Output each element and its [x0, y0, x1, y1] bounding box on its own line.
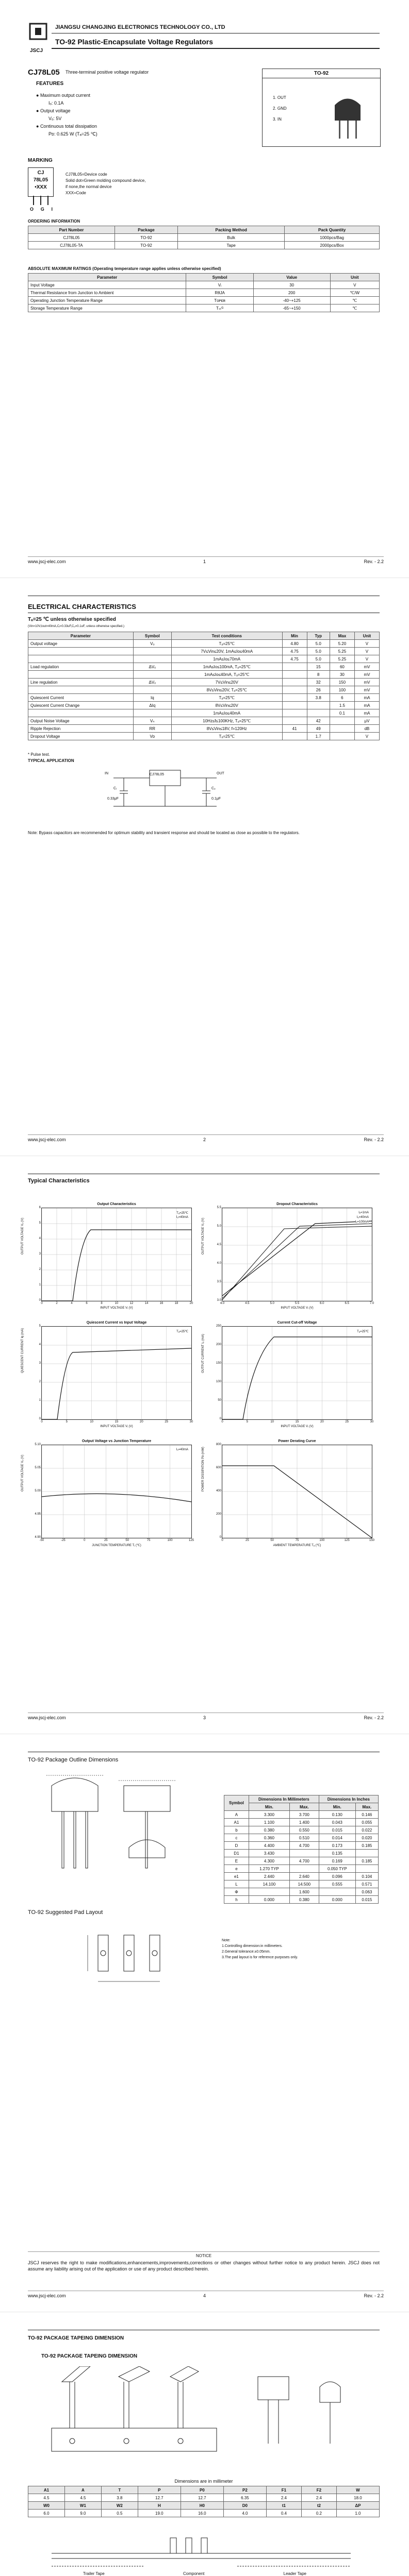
table-row: L 14.100 14.500 0.555 0.571	[224, 1880, 379, 1888]
x-tick-label: 18	[174, 1302, 178, 1305]
x-tick-label: 25	[104, 1539, 108, 1542]
x-tick-label: 10	[270, 1420, 274, 1423]
y-axis-label: QUIESCENT CURRENT Iq (mA)	[21, 1328, 24, 1373]
y-tick-label: 6	[39, 1206, 41, 1209]
y-tick-label: 800	[216, 1443, 221, 1446]
y-tick-label: 3	[39, 1362, 41, 1365]
x-tick-label: 75	[295, 1539, 299, 1542]
part-number: CJ78L05	[28, 68, 60, 77]
features-title: FEATURES	[36, 81, 64, 87]
table-row: CJ78L05 TO-92 Bulk 1000pcs/Bag	[28, 234, 380, 242]
to92-package-image	[324, 84, 371, 141]
table-row: Thermal Resistance from Junction to Ambient RθJA 200 ℃/W	[28, 289, 380, 297]
chart-title: Power Derating Curve	[278, 1439, 316, 1443]
y-tick-label: 0	[219, 1536, 221, 1539]
x-tick-label: 20	[139, 1420, 143, 1423]
x-tick-label: 0	[221, 1420, 223, 1423]
x-tick-label: 25	[345, 1420, 349, 1423]
table-row: Line regulation ΔVₒ 7V≤Vin≤20V 32 150 mV	[28, 679, 380, 686]
y-tick-label: 4	[39, 1237, 41, 1240]
footer-page-number: 4	[203, 2293, 206, 2298]
y-tick-label: 600	[216, 1466, 221, 1469]
x-tick-label: -25	[61, 1539, 66, 1542]
circuit-out-label: OUT	[217, 772, 224, 775]
dimension-table: Symbol Dimensions In Millimeters Dimensions In Inches Min. Max. Min. Max. A 3.300 3.700 0.130 0.146 A1 1.100 1.400 0.043 0.055 b 0.380 0.550 0.015 0.022 c 0.360 0.510 0.014 0.020 D 4.400 4.700 0.173 0.185 D1 3.430 0.135 E 4.300 4.700 0.169 0.185 e 1.270 TYP 0.050 TYP e1 2.440 2.640 0.096 0.104 L 14.100 14.500 0.555 0.571 Φ 1.600 0.063 h 0.000 0.380 0.000 0.015	[224, 1795, 379, 1904]
chart-title: Output Characteristics	[97, 1202, 136, 1206]
table-row: 7V≤Vin≤20V, 1mA≤Io≤40mA 4.75 5.0 5.25 V	[28, 648, 380, 655]
y-tick-label: 150	[216, 1362, 221, 1365]
features-list	[36, 92, 97, 138]
footer-website[interactable]: www.jscj-elec.com	[28, 1137, 66, 1142]
tape-label-leader: Leader Tape	[283, 2571, 306, 2576]
table-row: 1mA≤Io≤40mA 0.1 mA	[28, 709, 380, 717]
x-tick-label: 16	[159, 1302, 163, 1305]
x-tick-label: 5.0	[270, 1302, 274, 1305]
y-tick-label: 2	[39, 1380, 41, 1383]
feature-item: ● Continuous total dissipation	[36, 124, 97, 129]
table-row: c 0.360 0.510 0.014 0.020	[224, 1834, 379, 1842]
marking-chip: CJ 78L05 •XXX	[28, 167, 54, 197]
y-tick-label: 4.90	[35, 1536, 41, 1539]
chart-series-line	[42, 1494, 191, 1502]
marking-pin-labels: O G I	[30, 207, 53, 212]
footer-page-number: 2	[203, 1137, 206, 1142]
y-axis-label: OUTPUT VOLTAGE Vₒ (V)	[21, 1217, 24, 1255]
chart-plot	[222, 1208, 372, 1301]
footer-website[interactable]: www.jscj-elec.com	[28, 1715, 66, 1720]
table-row: Operating Junction Temperature Range Tᴏᴘᴇʀ -40~+125 ℃	[28, 297, 380, 304]
abs-max-title: ABSOLUTE MAXIMUM RATINGS (Operating temperature range applies unless otherwise specified)	[28, 266, 221, 271]
x-tick-label: -50	[39, 1539, 44, 1542]
table-row: 1mA≤Io≤70mA 4.75 5.0 5.25 V	[28, 655, 380, 663]
y-tick-label: 5	[39, 1222, 41, 1225]
ordering-table: Part Number Package Packing Method Pack Quantity CJ78L05 TO-92 Bulk 1000pcs/Bag CJ78L05-TA TO-92 Tape 2000pcs/Box	[28, 226, 380, 249]
feature-value: Iₒ: 0.1A	[48, 100, 64, 106]
x-axis-label: JUNCTION TEMPERATURE Tⱼ (℃)	[92, 1544, 141, 1547]
x-tick-label: 150	[369, 1539, 374, 1542]
chart-5	[21, 1439, 194, 1547]
x-tick-label: 75	[146, 1539, 151, 1542]
pad-layout-title: TO-92 Suggested Pad Layout	[28, 1909, 103, 1916]
package-box-title: TO-92	[263, 69, 380, 78]
taping-drawing	[41, 2366, 371, 2472]
x-tick-label: 6.0	[320, 1302, 324, 1305]
logo-text: JSCJ	[30, 48, 43, 54]
page-3	[0, 1156, 409, 1734]
x-tick-label: 4.5	[245, 1302, 250, 1305]
test-conditions-note: (Vin=10V,Iout=40mA,Cᵢ=0.33uF,Cₒ=0.1uF, unless otherwise specified.)	[28, 625, 124, 628]
footer-page-number: 3	[203, 1715, 206, 1720]
abs-max-table: Parameter Symbol Value Unit Input Voltage Vᵢ 30 V Thermal Resistance from Junction to Ambient RθJA 200 ℃/W Operating Junction Temperature Range Tᴏᴘᴇʀ -40~+125 ℃ Storage Temperature Range Tₛₜᴳ -65~+150 ℃	[28, 273, 380, 312]
x-tick-label: 10	[114, 1302, 119, 1305]
taping-subtitle: TO-92 PACKAGE TAPEING DIMENSION	[41, 2353, 138, 2359]
legend-entry: Iₒ=40mA	[176, 1216, 188, 1219]
y-tick-label: 50	[218, 1399, 221, 1402]
y-tick-label: 250	[216, 1325, 221, 1328]
x-tick-label: 5.5	[295, 1302, 300, 1305]
footer-website[interactable]: www.jscj-elec.com	[28, 2293, 66, 2298]
feature-value: Vₒ: 5V	[48, 116, 62, 121]
tape-label-component: Component	[183, 2571, 205, 2576]
table-row: Output Noise Voltage Vₙ 10Hz≤f≤100KHz, Tₐ=25℃ 42 μV	[28, 717, 380, 725]
chart-plot	[222, 1445, 372, 1538]
package-box	[262, 69, 381, 147]
electrical-table: Parameter Symbol Test conditions Min Typ Max Unit Output voltage Vₒ Tₐ=25℃ 4.80 5.0 5.20 V 7V≤Vin≤20V, 1mA≤Io≤40mA 4.75 5.0 5.25 V 1mA≤Io≤70mA 4.75 5.0 5.25 V Load regulation ΔVₒ 1mA≤Io≤100mA, Tₐ=25℃ 15 60 mV 1mA≤Io≤40mA, Tₐ=25℃ 8 30 mV Line regulation ΔVₒ 7V≤Vin≤20V 32 150 mV 8V≤Vin≤20V, Tₐ=25℃ 26 100 mV Quiescent Current Iq Tₐ=25℃ 3.8 6 mA Quiescent Current Change ΔIq 8V≤Vin≤20V 1.5 mA 1mA≤Io≤40mA 0.1 mA Output Noise Voltage Vₙ 10Hz≤f≤100KHz, Tₐ=25℃ 42 μV Ripple Rejection RR 8V≤Vin≤18V, f=120Hz 41 49 dB Dropout Voltage Vᴅ Tₐ=25℃ 1.7 V	[28, 632, 380, 740]
x-tick-label: 8	[101, 1302, 103, 1305]
x-tick-label: 5	[66, 1420, 68, 1423]
circuit-cout-value: 0.1μF	[211, 797, 221, 801]
table-row: A1 1.100 1.400 0.043 0.055	[224, 1819, 379, 1826]
doc-title: TO-92 Plastic-Encapsulate Voltage Regulators	[55, 38, 214, 46]
outline-title: TO-92 Package Outline Dimensions	[28, 1757, 119, 1763]
package-outline-drawing	[36, 1770, 191, 1878]
y-tick-label: 4.95	[35, 1513, 41, 1516]
page-2	[0, 578, 409, 1156]
table-row: D 4.400 4.700 0.173 0.185	[224, 1842, 379, 1850]
y-tick-label: 0	[39, 1299, 41, 1302]
footer-rev: Rev. - 2.2	[364, 559, 384, 564]
x-tick-label: 2	[56, 1302, 58, 1305]
y-tick-label: 200	[216, 1343, 221, 1346]
table-row: Load regulation ΔVₒ 1mA≤Io≤100mA, Tₐ=25℃ 15 60 mV	[28, 663, 380, 671]
legend-entry: Iₒ=100mA	[355, 1221, 369, 1224]
y-axis-label: OUTPUT VOLTAGE Vₒ (V)	[202, 1217, 205, 1255]
table-row: e 1.270 TYP 0.050 TYP	[224, 1865, 379, 1873]
x-tick-label: 30	[189, 1420, 193, 1423]
x-tick-label: 5	[246, 1420, 248, 1423]
x-tick-label: 0	[41, 1420, 43, 1423]
page-1	[0, 0, 409, 578]
x-tick-label: 20	[320, 1420, 324, 1423]
y-tick-label: 1	[39, 1283, 41, 1286]
chart-4	[202, 1321, 374, 1428]
chart-title: Quiescent Current vs Input Voltage	[86, 1321, 147, 1325]
table-row: D1 3.430 0.135	[224, 1850, 379, 1857]
footer-page-number: 1	[203, 559, 206, 564]
page-4	[0, 1734, 409, 2312]
x-tick-label: 10	[90, 1420, 93, 1423]
chart-title: Output Voltage vs Junction Temperature	[81, 1439, 152, 1443]
y-tick-label: 2	[39, 1268, 41, 1271]
x-tick-label: 100	[319, 1539, 325, 1542]
marking-title: MARKING	[28, 158, 53, 163]
feature-item: ● Output voltage	[36, 108, 71, 113]
chart-plot	[42, 1208, 191, 1301]
x-tick-label: 6.5	[345, 1302, 349, 1305]
x-axis-label: AMBIENT TEMPERATURE Tₐ (℃)	[273, 1544, 321, 1547]
electrical-title: ELECTRICAL CHARACTERISTICS	[28, 603, 136, 611]
footer-rev: Rev. - 2.2	[364, 2293, 384, 2298]
company-name: JIANGSU CHANGJING ELECTRONICS TECHNOLOGY CO., LTD	[55, 24, 225, 30]
x-tick-label: 15	[295, 1420, 299, 1423]
x-tick-label: 0	[41, 1302, 43, 1305]
circuit-cout-name: Cₒ	[211, 787, 216, 790]
table-row: Quiescent Current Iq Tₐ=25℃ 3.8 6 mA	[28, 694, 380, 702]
legend-entry: Tₐ=25℃	[176, 1330, 188, 1333]
divider	[28, 2251, 380, 2252]
x-axis-label: INPUT VOLTAGE Vᵢ (V)	[281, 1425, 314, 1428]
notice-title: NOTICE	[195, 2253, 212, 2258]
circuit-ic-label: CJ78L05	[150, 773, 165, 776]
y-axis-label: OUTPUT CURRENT Iₒ (mA)	[202, 1334, 205, 1373]
feature-item: ● Maximum output current	[36, 93, 90, 98]
pulse-test-note: * Pulse test.	[28, 752, 50, 757]
chart-title: Current Cut-off Voltage	[277, 1321, 317, 1325]
jscj-logo	[28, 23, 48, 47]
pad-notes: Note: 1.Controlling dimension:in millimeters. 2.General tolerance:±0.05mm. 3.The pad layout is for reference purposes only.	[222, 1939, 298, 1959]
test-conditions: Tₐ=25 ℃ unless otherwise specified	[28, 617, 116, 622]
x-axis-label: INPUT VOLTAGE Vᵢ (V)	[281, 1307, 314, 1310]
y-tick-label: 1	[39, 1399, 41, 1402]
x-tick-label: 14	[144, 1302, 149, 1305]
divider	[52, 48, 380, 49]
tape-label-trailer: Trailer Tape	[83, 2571, 105, 2576]
typical-app-title: TYPICAL APPLICATION	[28, 758, 74, 763]
table-row: E 4.300 4.700 0.169 0.185	[224, 1857, 379, 1865]
chart-plot	[42, 1445, 191, 1538]
y-axis-label: OUTPUT VOLTAGE Vₒ (V)	[21, 1454, 24, 1492]
x-tick-label: 6	[86, 1302, 88, 1305]
x-tick-label: 4	[71, 1302, 73, 1305]
chart-plot	[222, 1327, 372, 1419]
chart-6	[202, 1439, 374, 1547]
table-row: A 3.300 3.700 0.130 0.146	[224, 1811, 379, 1819]
chart-3	[21, 1321, 193, 1428]
y-tick-label: 5.05	[35, 1466, 41, 1469]
feature-value: Pᴅ: 0.625 W (Tₐ=25 ℃)	[48, 131, 97, 137]
y-tick-label: 0	[219, 1417, 221, 1420]
page-5	[0, 2312, 409, 2576]
marking-description: CJ78L05=Device code Solid dot=Green molding compound device, if none,the normal device XXX=Code	[66, 172, 146, 195]
circuit-in-label: IN	[105, 772, 108, 775]
y-tick-label: 5.00	[35, 1489, 41, 1493]
typical-application-circuit	[103, 762, 227, 814]
footer-rev: Rev. - 2.2	[364, 1715, 384, 1720]
notice-text: JSCJ reserves the right to make modifications,enhancements,improvements,corrections or other changes without further notice to any product herein. JSCJ does not assume any liability arising out of the application or use of any product described herein.	[28, 2260, 380, 2272]
y-axis-label: POWER DISSIPATION Pᴅ (mW)	[202, 1447, 205, 1492]
pin-list: 1. OUT 2. GND 3. IN	[273, 95, 287, 122]
x-tick-label: 30	[370, 1420, 374, 1423]
footer-line	[28, 556, 384, 557]
y-tick-label: 100	[216, 1380, 221, 1383]
y-tick-label: 400	[216, 1489, 221, 1493]
footer-rev: Rev. - 2.2	[364, 1137, 384, 1142]
x-axis-label: INPUT VOLTAGE Vᵢ (V)	[100, 1307, 133, 1310]
y-tick-label: 4.0	[217, 1262, 221, 1265]
footer-line	[28, 1134, 384, 1135]
x-tick-label: 4.0	[220, 1302, 225, 1305]
part-description: Three-terminal positive voltage regulator	[66, 70, 149, 75]
table-row: b 0.380 0.550 0.015 0.022	[224, 1826, 379, 1834]
x-tick-label: 125	[344, 1539, 350, 1542]
x-tick-label: 12	[129, 1302, 134, 1305]
table-row: e1 2.440 2.640 0.096 0.104	[224, 1873, 379, 1880]
y-tick-label: 5	[39, 1325, 41, 1328]
x-tick-label: 25	[245, 1539, 249, 1542]
x-tick-label: 0	[84, 1539, 86, 1542]
x-tick-label: 7.0	[369, 1302, 374, 1305]
reel-tape-drawing	[41, 2528, 371, 2576]
table-row: Dropout Voltage Vᴅ Tₐ=25℃ 1.7 V	[28, 733, 380, 740]
table-row: h 0.000 0.380 0.000 0.015	[224, 1896, 379, 1904]
x-tick-label: 50	[125, 1539, 129, 1542]
table-row: Input Voltage Vᵢ 30 V	[28, 281, 380, 289]
y-tick-label: 4.5	[217, 1243, 221, 1246]
y-tick-label: 5.0	[217, 1225, 221, 1228]
table-row: CJ78L05-TA TO-92 Tape 2000pcs/Box	[28, 242, 380, 249]
x-tick-label: 100	[167, 1539, 173, 1542]
table-row: Φ 1.600 0.063	[224, 1888, 379, 1896]
table-row: Ripple Rejection RR 8V≤Vin≤18V, f=120Hz 41 49 dB	[28, 725, 380, 733]
legend-entry: Tₐ=25℃	[357, 1330, 369, 1333]
x-tick-label: 0	[221, 1539, 223, 1542]
y-tick-label: 200	[216, 1513, 221, 1516]
y-tick-label: 4	[39, 1343, 41, 1346]
table-row: Output voltage Vₒ Tₐ=25℃ 4.80 5.0 5.20 V	[28, 640, 380, 648]
legend-entry: Iₒ=40mA	[176, 1448, 188, 1451]
ordering-title: ORDERING INFORMATION	[28, 219, 80, 224]
y-tick-label: 5.5	[217, 1206, 221, 1209]
x-tick-label: 125	[188, 1539, 194, 1542]
pad-layout-drawing	[77, 1925, 191, 2002]
x-tick-label: 50	[270, 1539, 274, 1542]
table-row: 8V≤Vin≤20V, Tₐ=25℃ 26 100 mV	[28, 686, 380, 694]
chart-plot	[42, 1327, 191, 1419]
table-row: Quiescent Current Change ΔIq 8V≤Vin≤20V 1.5 mA	[28, 702, 380, 709]
tape-dim-caption: Dimensions are in millimeter	[174, 2479, 233, 2484]
circuit-cin-name: Cᵢ	[113, 787, 117, 790]
table-row: 1mA≤Io≤40mA, Tₐ=25℃ 8 30 mV	[28, 671, 380, 679]
bypass-note: Note: Bypass capacitors are recommended for optimum stability and transient response and should be located as close as possible to the regulators.	[28, 831, 300, 835]
marking-pins-drawing	[30, 196, 53, 206]
taping-title: TO-92 PACKAGE TAPEING DIMENSION	[28, 2335, 124, 2341]
table-row: Storage Temperature Range Tₛₜᴳ -65~+150 ℃	[28, 304, 380, 312]
x-tick-label: 15	[114, 1420, 119, 1423]
circuit-cin-value: 0.33μF	[107, 797, 119, 801]
chart-title: Dropout Characteristics	[276, 1202, 318, 1206]
x-axis-label: INPUT VOLTAGE Vᵢ (V)	[100, 1425, 133, 1428]
tape-dim-table: A1 A T P P0 P2 F1 F2 W 4.5 4.5 3.8 12.7 12.7 6.35 2.4 2.4 18.0 W0 W1 W2 H H0 D0 t1 t2 ΔP 6.0 9.0 0.5 19.0 16.0 4.0 0.4 0.2 1.0	[28, 2486, 380, 2517]
typical-characteristics-title: Typical Characteristics	[28, 1178, 90, 1184]
footer-website[interactable]: www.jscj-elec.com	[28, 559, 66, 564]
chart-1	[21, 1202, 193, 1310]
legend-entry: Iₒ=1mA	[358, 1211, 369, 1214]
chart-2	[202, 1202, 374, 1310]
y-tick-label: 3	[39, 1252, 41, 1256]
y-tick-label: 5.10	[35, 1443, 41, 1446]
y-tick-label: 3.0	[217, 1299, 221, 1302]
legend-entry: Tₐ=25℃	[176, 1212, 188, 1215]
x-tick-label: 25	[165, 1420, 168, 1423]
x-tick-label: 20	[189, 1302, 193, 1305]
y-tick-label: 0	[39, 1417, 41, 1420]
legend-entry: Iₒ=40mA	[356, 1216, 369, 1219]
y-tick-label: 3.5	[217, 1280, 221, 1283]
